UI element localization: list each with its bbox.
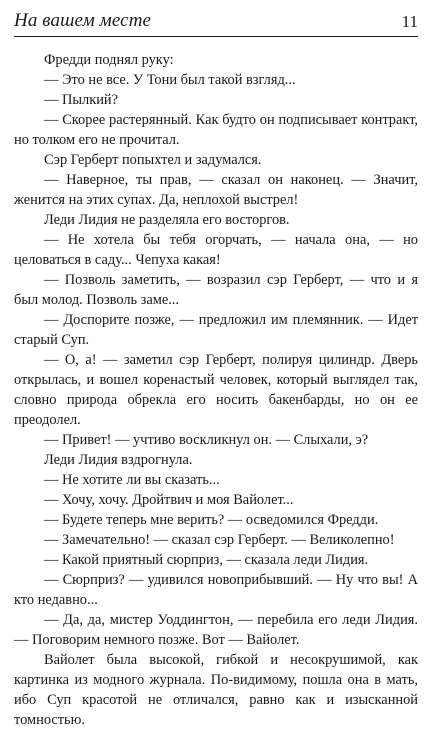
paragraph: Сэр Герберт попыхтел и задумался. — [44, 152, 262, 168]
paragraph: Вайолет была высокой, гибкой и несокрушимой, как картинка из модного журнала. По-видимому, пошла она в мать, ибо Суп красотой не отличался, равно как и изысканной томностью. — [14, 652, 418, 728]
paragraph: Фредди поднял руку: — [44, 52, 174, 68]
paragraph: — Скорее растерянный. Как будто он подписывает контракт, но толком его не прочитал. — [14, 112, 418, 148]
paragraph: — Привет! — учтиво воскликнул он. — Слыхали, э? — [44, 432, 369, 448]
paragraph: — Не хотите ли вы сказать... — [44, 472, 220, 488]
body-text — [14, 50, 418, 730]
paragraph: — Сюрприз? — удивился новоприбывший. — Ну что вы! А кто недавно... — [14, 572, 418, 608]
paragraph: — Пылкий? — [44, 92, 119, 108]
paragraph: — Не хотела бы тебя огорчать, — начала она, — но целоваться в саду... Чепуха какая! — [14, 232, 418, 268]
running-title: На вашем месте — [14, 10, 152, 31]
paragraph: Леди Лидия вздрогнула. — [44, 452, 193, 468]
paragraph: — Будете теперь мне верить? — осведомился Фредди. — [44, 512, 379, 528]
paragraph: — Доспорите позже, — предложил им племянник. — Идет старый Суп. — [14, 312, 418, 348]
paragraph: — Замечательно! — сказал сэр Герберт. — Великолепно! — [44, 532, 395, 548]
paragraph: Леди Лидия не разделяла его восторгов. — [44, 212, 290, 228]
paragraph: — Да, да, мистер Уоддингтон, — перебила его леди Лидия. — Поговорим немного позже. Вот — Вайолет. — [14, 612, 418, 648]
paragraph: — О, а! — заметил сэр Герберт, полируя цилиндр. Дверь открылась, и вошел коренастый человек, который выглядел так, словно природа обрекла его носить бакенбарды, но он ее преодолел. — [14, 352, 418, 428]
paragraph: — Это не все. У Тони был такой взгляд... — [44, 72, 296, 88]
paragraph: — Хочу, хочу. Дройтвич и моя Вайолет... — [44, 492, 294, 508]
running-head — [14, 6, 418, 37]
paragraph: — Какой приятный сюрприз, — сказала леди Лидия. — [44, 552, 369, 568]
paragraph: — Наверное, ты прав, — сказал он наконец. — Значит, женится на этих супах. Да, неплохой выстрел! — [14, 172, 418, 208]
page-number: 11 — [401, 12, 418, 31]
paragraph: — Позволь заметить, — возразил сэр Герберт, — что и я был молод. Позволь заме... — [14, 272, 418, 308]
